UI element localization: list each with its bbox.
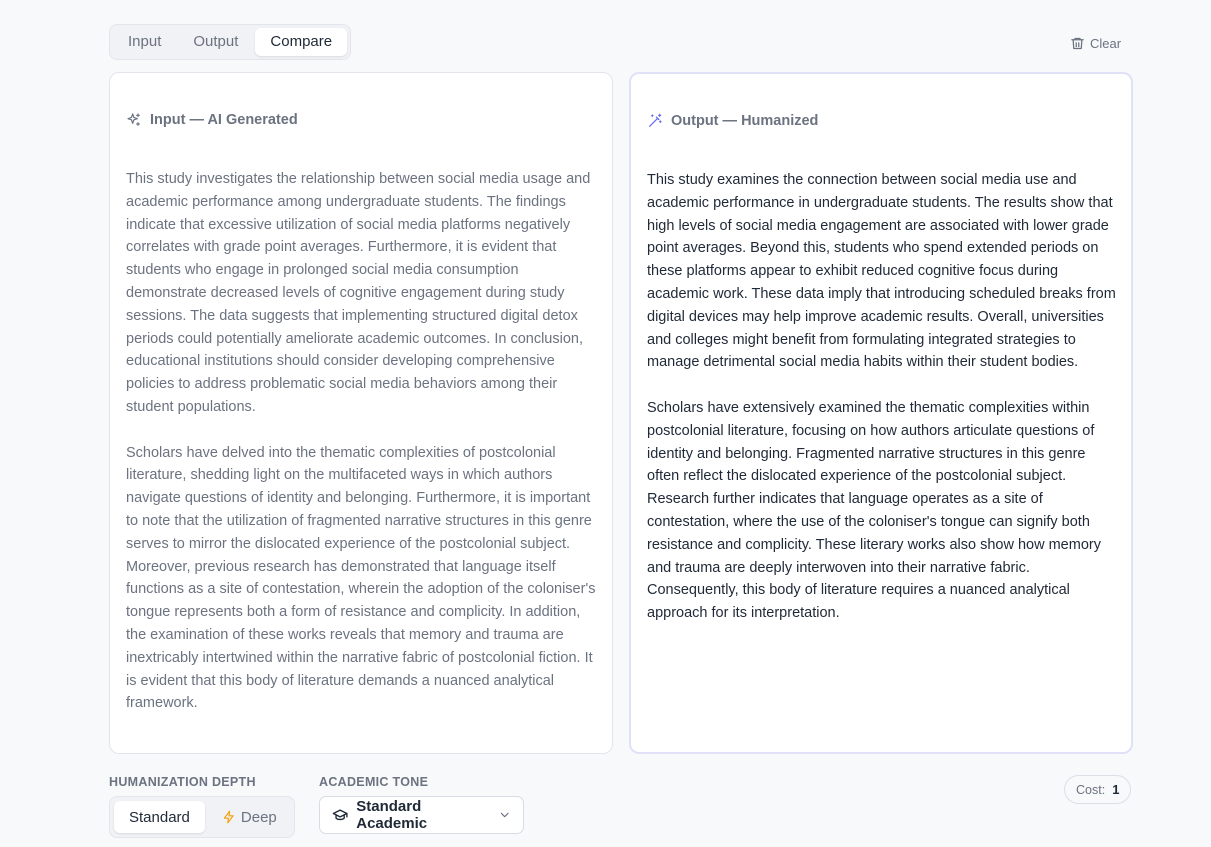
- output-paragraph: Scholars have extensively examined the thematic complexities within postcolonial literature, focusing on how authors articulate questions of identity and belonging. Fragmented narrative structures in this genre often reflect the dislocated experience of the postcolonial subject. Research further indicates that language operates as a site of contestation, where the use of the coloniser's tongue can signify both resistance and complicity. These literary works also show how memory and trauma are deeply interwoven into their narrative fabric. Consequently, this body of literature requires a nuanced analytical approach for its interpretation.: [647, 399, 1101, 622]
- output-text[interactable]: [647, 169, 1117, 625]
- clear-button[interactable]: [1070, 33, 1121, 53]
- clear-label: Clear: [1090, 35, 1122, 51]
- tab-compare[interactable]: Compare: [255, 28, 347, 56]
- depth-standard-label: Standard: [129, 808, 190, 826]
- depth-deep-label: Deep: [240, 808, 277, 826]
- input-panel-title: Input — AI Generated: [150, 112, 298, 128]
- tone-value: Standard Academic: [356, 798, 428, 832]
- input-paragraph: Scholars have delved into the thematic complexities of postcolonial literature, shedding light on the multifaceted ways in which authors navigate questions of identity and belonging. Furthermore, it is important to note that the utilization of fragmented narrative structures in this genre serves to mirror the dislocated experience of the postcolonial subject. Moreover, previous research has demonstrated that language itself functions as a site of contestation, wherein the adoption of the coloniser's tongue represents both a form of resistance and complicity. In addition, the examination of these works reveals that memory and trauma are inextricably intertwined within the narrative fabric of postcolonial fiction. It is evident that this body of literature demands a nuanced analytical framework.: [126, 444, 596, 712]
- output-panel-header: [647, 111, 818, 131]
- depth-label: HUMANIZATION DEPTH: [109, 775, 256, 789]
- view-tabs: [109, 24, 351, 60]
- trash-icon: [1070, 36, 1085, 51]
- tone-select[interactable]: [319, 796, 524, 834]
- depth-toggle: [109, 796, 295, 838]
- tab-output[interactable]: Output: [193, 33, 239, 50]
- tab-input[interactable]: Input: [128, 33, 162, 50]
- sparkles-icon: [126, 112, 142, 128]
- input-text[interactable]: [126, 168, 598, 715]
- depth-deep-button[interactable]: [207, 801, 292, 833]
- input-panel-header: [126, 110, 298, 130]
- cost-value: 1: [1112, 782, 1120, 797]
- input-paragraph: This study investigates the relationship between social media usage and academic performance among undergraduate students. The findings indicate that excessive utilization of social media platforms negatively correlates with grade point averages. Furthermore, it is evident that students who engage in prolonged social media consumption demonstrate decreased levels of cognitive engagement during study sessions. The data suggests that implementing structured digital detox periods could potentially ameliorate academic outcomes. In conclusion, educational institutions should consider developing comprehensive policies to address problematic social media behaviors among their student populations.: [126, 171, 591, 415]
- output-panel-title: Output — Humanized: [671, 113, 819, 129]
- output-paragraph: This study examines the connection between social media use and academic performance in undergraduate students. The results show that high levels of social media engagement are associated with lower grade point averages. Beyond this, students who spend extended periods on these platforms appear to exhibit reduced cognitive focus during academic work. These data imply that introducing scheduled breaks from digital devices may help improve academic results. Overall, universities and colleges might benefit from formulating integrated strategies to manage detrimental social media habits within their student bodies.: [647, 172, 1116, 371]
- input-panel: [109, 72, 613, 754]
- chevron-down-icon: [498, 808, 511, 822]
- cost-label: Cost:: [1076, 782, 1106, 797]
- cost-badge: [1064, 775, 1131, 804]
- magic-wand-icon: [647, 113, 663, 129]
- tone-label: ACADEMIC TONE: [319, 775, 429, 789]
- depth-standard-button[interactable]: [114, 801, 205, 833]
- graduation-cap-icon: [332, 807, 348, 824]
- output-panel: [629, 72, 1133, 754]
- lightning-icon: [222, 810, 236, 824]
